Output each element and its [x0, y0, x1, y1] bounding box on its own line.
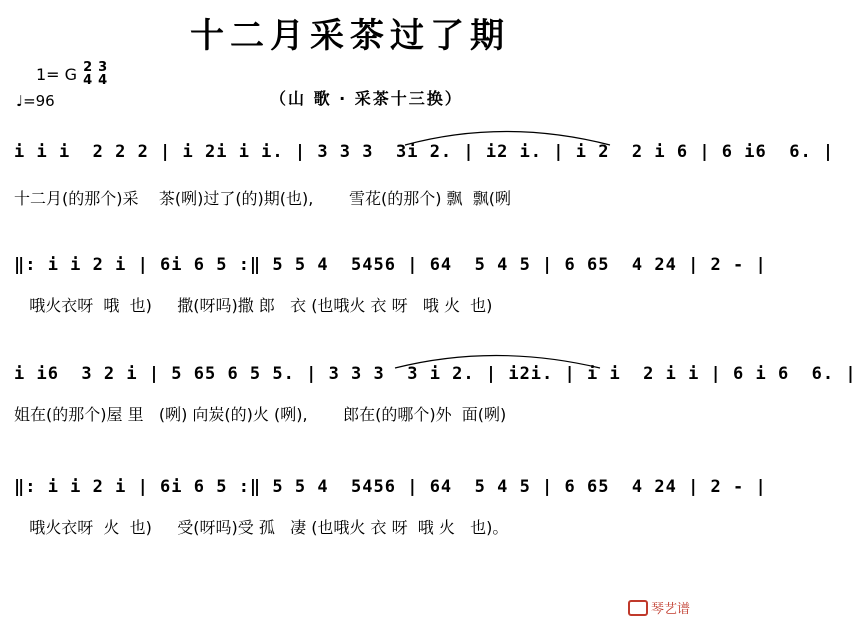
page-title: 十二月采茶过了期 — [190, 16, 510, 56]
notation-line: ‖: i i 2 i | 6i 6 5 :‖ 5 5 4 5456 | 64 5 4 5 | 6 65 4 24 | 2 - | — [14, 477, 767, 497]
lyrics-line: 姐在(的那个)屋 里 (咧) 向炭(的)火 (咧), 郎在(的哪个)外 面(咧) — [14, 405, 507, 424]
notation-line: i i i 2 2 2 | i 2i i i. | 3 3 3 3i 2. | i2 i. | i 2 2 i 6 | 6 i6 6. | — [14, 142, 835, 162]
notation-line: ‖: i i 2 i | 6i 6 5 :‖ 5 5 4 5456 | 64 5 4 5 | 6 65 4 24 | 2 - | — [14, 255, 767, 275]
slur — [395, 356, 600, 369]
lyrics-line: 哦火衣呀 哦 也) 撒(呀吗)撒 郎 衣 (也哦火 衣 呀 哦 火 也) — [14, 296, 493, 315]
watermark-text: 琴艺谱 — [650, 602, 690, 617]
slur — [405, 132, 610, 146]
time-signature-2-bottom: 4 — [98, 73, 108, 88]
notation-line: i i6 3 2 i | 5 65 6 5 5. | 3 3 3 3 i 2. | i2i. | i i 2 i i | 6 i 6 6. | — [14, 364, 857, 384]
tempo-marking: ♩=96 — [16, 92, 55, 110]
key-label: 1= G — [36, 64, 78, 84]
watermark — [628, 598, 690, 617]
lyrics-line: 十二月(的那个)采 茶(咧)过了(的)期(也), 雪花(的那个) 飘 飘(咧 — [14, 189, 511, 208]
time-signature-2-top: 3 — [98, 60, 108, 75]
time-signature-1-top: 2 — [83, 60, 93, 75]
time-signature-1-bottom: 4 — [83, 73, 93, 88]
lyrics-line: 哦火衣呀 火 也) 受(呀吗)受 孤 凄 (也哦火 衣 呀 哦 火 也)。 — [14, 518, 509, 537]
subtitle: （山 歌 · 采茶十三换） — [270, 89, 463, 108]
watermark-logo-icon — [628, 600, 648, 616]
